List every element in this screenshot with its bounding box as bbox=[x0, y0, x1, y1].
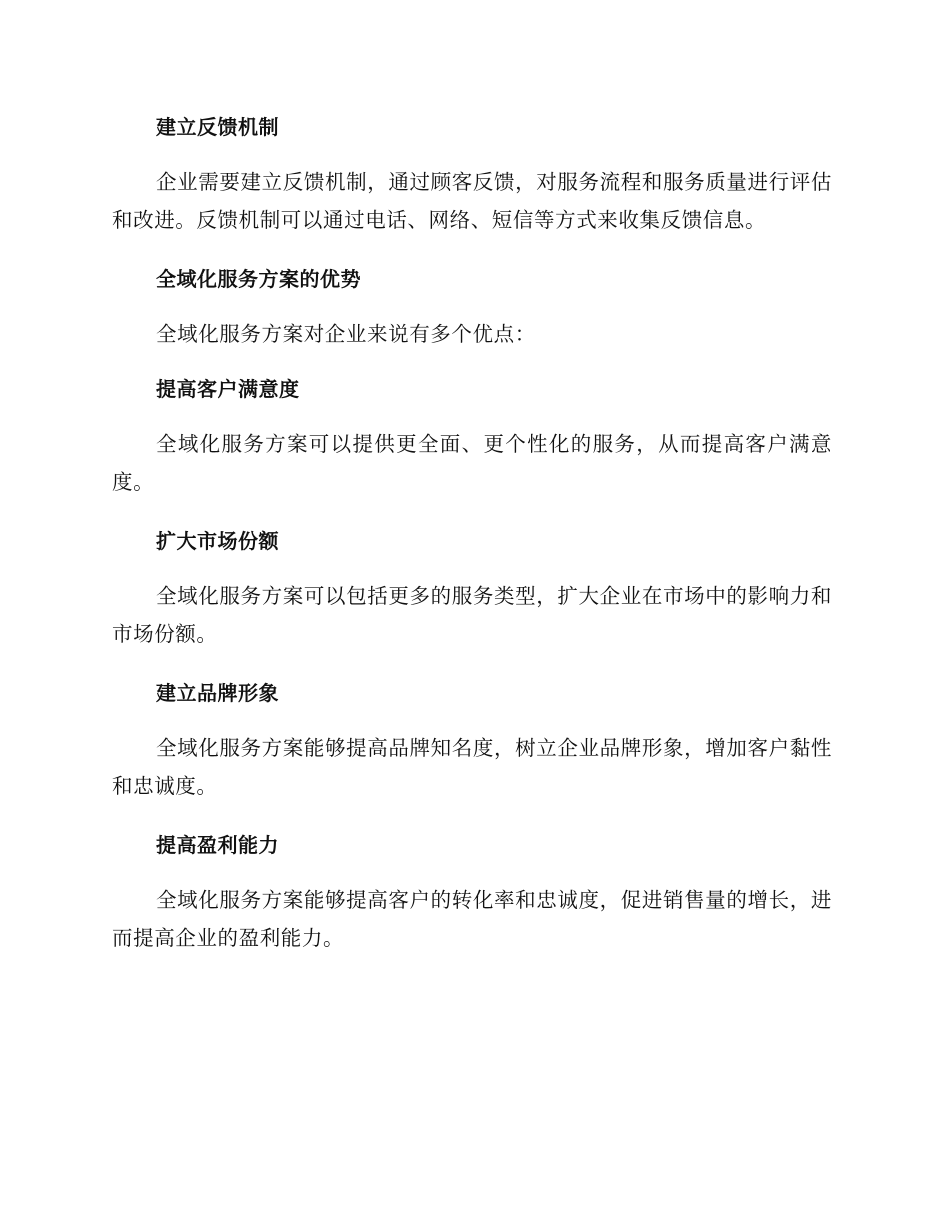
section-heading-profitability: 提高盈利能力 bbox=[156, 833, 279, 857]
section-heading-brand-image: 建立品牌形象 bbox=[156, 681, 279, 705]
section-body-feedback-mechanism: 企业需要建立反馈机制，通过顾客反馈，对服务流程和服务质量进行评估和改进。反馈机制可以通过电话、网络、短信等方式来收集反馈信息。 bbox=[112, 170, 832, 232]
section-body-customer-satisfaction: 全域化服务方案可以提供更全面、更个性化的服务，从而提高客户满意度。 bbox=[112, 432, 832, 494]
section-heading-market-share: 扩大市场份额 bbox=[156, 529, 279, 553]
section-heading-feedback-mechanism: 建立反馈机制 bbox=[156, 115, 279, 139]
section-body-advantages: 全域化服务方案对企业来说有多个优点： bbox=[156, 322, 536, 346]
section-heading-advantages: 全域化服务方案的优势 bbox=[156, 267, 361, 291]
section-body-brand-image: 全域化服务方案能够提高品牌知名度，树立企业品牌形象，增加客户黏性和忠诚度。 bbox=[112, 736, 832, 798]
section-body-profitability: 全域化服务方案能够提高客户的转化率和忠诚度，促进销售量的增长，进而提高企业的盈利能力。 bbox=[112, 888, 832, 950]
section-body-market-share: 全域化服务方案可以包括更多的服务类型，扩大企业在市场中的影响力和市场份额。 bbox=[112, 584, 832, 646]
section-heading-customer-satisfaction: 提高客户满意度 bbox=[156, 377, 300, 401]
